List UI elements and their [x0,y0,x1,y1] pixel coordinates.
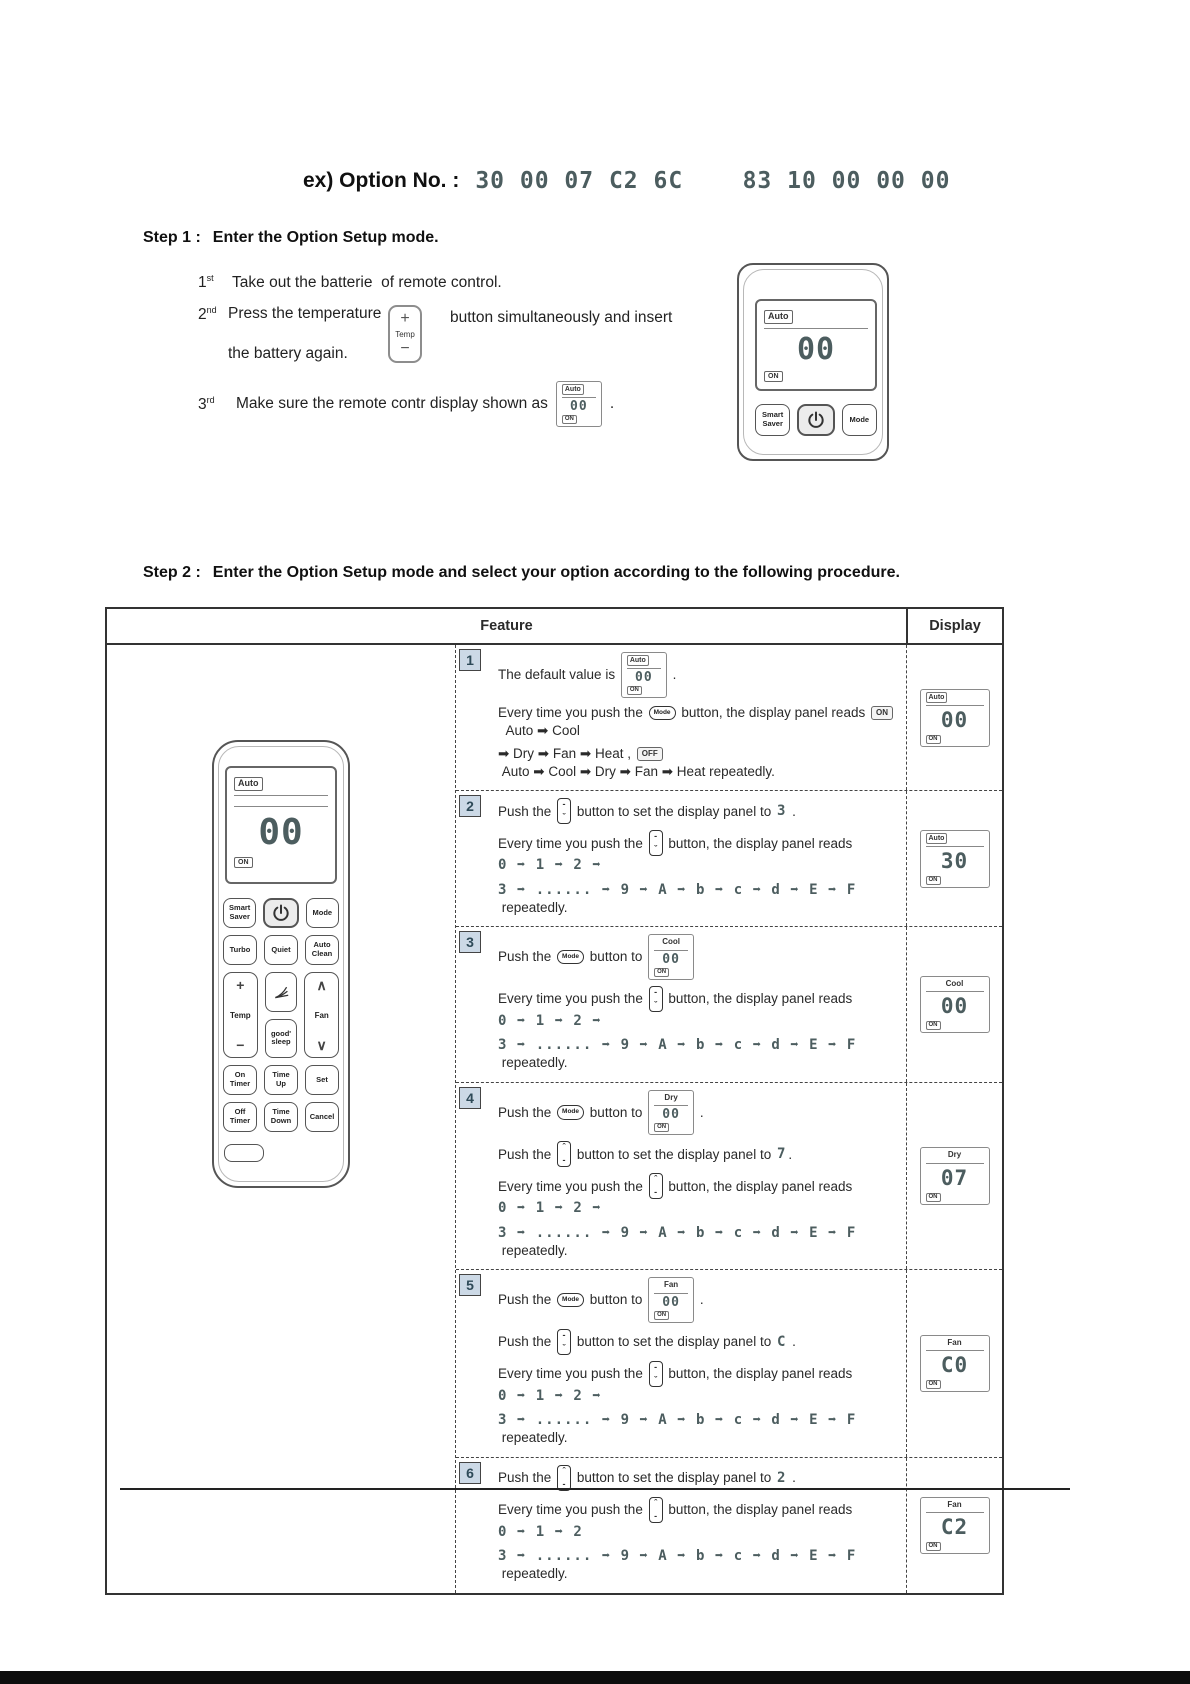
text: repeatedly. [498,1055,568,1071]
display-box [920,1335,990,1393]
seven-segment-text: 2 [776,1469,787,1486]
text: Every time you push the [498,1366,647,1382]
text: Every time you push the [498,991,647,1007]
remote-buttons [223,898,339,1132]
minus-icon: − [400,340,410,357]
feature-line [498,1411,900,1447]
text: Every time you push the [498,835,647,851]
row-number: 6 [459,1462,481,1484]
ordinal-3rd: 3rd [198,394,215,413]
power-button [263,898,298,928]
feature-line [498,1465,900,1491]
feature-cell [456,927,906,1082]
remote-button-row [223,935,339,965]
seven-segment-text: 3 ➡ ...... ➡ 9 ➡ A ➡ b ➡ c ➡ d ➡ E ➡ F [498,1548,857,1565]
caret-down-icon: ˇ [654,1374,658,1385]
feature-line [498,1277,900,1323]
on-indicator: ON [926,876,941,885]
caret-up-icon: ∧ [316,977,327,993]
step2-label: Step 2 : [143,564,201,581]
remote-button-row [223,898,339,928]
display-value: 00 [662,951,680,967]
plus-icon: + [400,310,410,327]
fan-button [304,972,339,1058]
off-badge: OFF [637,747,663,761]
text: Every time you push the [498,705,647,721]
caret-dash-icon: - [562,799,566,810]
button-quiet: Quiet [264,935,298,965]
remote-column [107,645,456,1593]
display-divider [627,668,661,669]
display-divider [926,1350,984,1351]
display-box [648,1090,694,1136]
text: . [668,667,677,683]
display-divider [654,1105,688,1106]
mode-indicator: Fan [663,1280,679,1290]
caret-up-icon: ˆ [654,1497,658,1508]
mode-indicator: Auto [926,692,948,703]
feature-line [498,1497,900,1541]
mode-indicator: Auto [562,384,584,395]
table-row [456,1083,1002,1271]
text: . [696,1292,704,1308]
row-number: 1 [459,649,481,671]
step1-item-2 [198,305,672,363]
display-cell [906,1083,1002,1270]
row-number: 5 [459,1274,481,1296]
button-set: Set [305,1065,339,1095]
table-row [456,791,1002,927]
remote-timer-row [223,1065,339,1095]
text: Auto ➡ Cool [498,722,580,738]
text: Every time you push the [498,1178,647,1194]
text: Push the [498,949,556,965]
button-smart-saver: Smart Saver [755,404,790,436]
text: button, the display panel reads [677,705,869,721]
button-auto-clean: Auto Clean [305,935,339,965]
display-divider [764,328,868,329]
caret-dash-icon: - [562,1329,566,1340]
footer-rule [120,1488,1070,1490]
text: Push the [498,1146,556,1162]
mode-indicator: Auto [234,777,263,791]
step1-heading [143,229,439,247]
display-cell [906,927,1002,1082]
feature-line [498,1036,900,1072]
display-cell [906,1270,1002,1457]
step1-item-3-text: Make sure the remote contr display shown as [236,395,548,413]
mode-indicator: Fan [947,1499,962,1509]
air-swing-button [265,972,298,1012]
caret-dash-icon: - [562,1155,566,1166]
feature-line [498,745,900,780]
text: button, the display panel reads [664,1502,856,1518]
temp-down-button-icon [649,986,663,1012]
display-value: 00 [662,1294,680,1310]
mode-button-icon: Mode [557,1105,584,1120]
display-cell [906,1458,1002,1593]
feature-line [498,1224,900,1260]
text: button to [586,1292,647,1308]
text: . [788,1334,796,1350]
step1-item-2-text: Press the temperature the battery again. [228,305,382,362]
text: button to set the display panel to [573,1146,775,1162]
on-indicator: ON [926,1542,941,1551]
display-value: 00 [796,332,836,367]
caret-down-icon: ˇ [562,1342,566,1353]
temp-button-illustration: + Temp − [388,305,422,363]
row-number: 2 [459,795,481,817]
button-turbo: Turbo [223,935,257,965]
display-value: 00 [940,994,969,1019]
text: repeatedly. [498,1242,568,1258]
feature-line [498,798,900,824]
minus-icon: − [236,1037,245,1053]
text: button to set the display panel to [573,1334,775,1350]
feature-line [498,1361,900,1405]
option-no-value: 30 00 07 C2 6C 83 10 00 00 00 [475,168,951,194]
mode-indicator: Dry [947,1150,962,1160]
seven-segment-text: 0 ➡ 1 ➡ 2 ➡ [498,1387,602,1404]
display-cell [906,645,1002,790]
on-indicator: ON [764,371,783,382]
display-divider [654,1293,688,1294]
display-box [920,1497,990,1555]
step2-heading [143,564,900,582]
on-indicator: ON [926,735,941,744]
seven-segment-text: 0 ➡ 1 ➡ 2 ➡ [498,857,602,874]
step1-item-2-text-after: button simultaneously and insert [450,309,673,326]
feature-line [498,1173,900,1217]
seven-segment-text: 3 ➡ ...... ➡ 9 ➡ A ➡ b ➡ c ➡ d ➡ E ➡ F [498,881,857,898]
text: Push the [498,1470,556,1486]
display-divider [234,806,328,807]
display-box [556,381,602,427]
caret-up-icon: ˆ [562,1142,566,1153]
caret-down-icon: ˇ [654,999,658,1010]
feature-line [498,1547,900,1583]
caret-dash-icon: - [654,986,658,997]
caret-up-icon: ˆ [654,1174,658,1185]
text: button, the display panel reads [664,991,856,1007]
text: button, the display panel reads [664,835,856,851]
seven-segment-text: 3 [776,803,787,820]
caret-up-icon: ˆ [562,1465,566,1476]
mode-indicator: Auto [764,310,793,324]
display-value: C0 [940,1353,969,1378]
display-box [920,1147,990,1205]
mid-buttons [265,972,298,1058]
feature-line [498,1141,900,1167]
text: button, the display panel reads [664,1366,856,1382]
display-divider [926,1163,984,1164]
feature-cell [456,791,906,926]
text: . [788,1470,796,1486]
feature-line [498,652,900,698]
text: Push the [498,1292,556,1308]
step1-item-3: 3rd Make sure the remote contr display shown as Auto 00 ON . [198,381,614,427]
ordinal-2nd: 2nd [198,305,217,324]
feature-line [498,986,900,1030]
seven-segment-text: 3 ➡ ...... ➡ 9 ➡ A ➡ b ➡ c ➡ d ➡ E ➡ F [498,1224,857,1241]
button-cancel: Cancel [305,1102,339,1132]
feature-line [498,881,900,917]
on-indicator: ON [654,1311,669,1320]
temp-down-button-icon [557,1329,571,1355]
mode-button-icon: Mode [649,706,676,721]
display-box [621,652,667,698]
mode-indicator: Cool [945,978,964,988]
caret-dash-icon: - [654,1187,658,1198]
table-row [456,645,1002,791]
mode-button-icon: Mode [557,1293,584,1308]
ordinal-1st: 1st [198,273,214,292]
display-box [920,689,990,747]
temp-down-button-icon [649,1361,663,1387]
mode-indicator: Auto [627,655,649,666]
text: repeatedly. [498,1566,568,1582]
row-number: 4 [459,1087,481,1109]
feature-cell [456,1270,906,1457]
button-off-timer: Off Timer [223,1102,257,1132]
display-box [648,934,694,980]
caret-down-icon: ˇ [654,844,658,855]
seven-segment-text: 3 ➡ ...... ➡ 9 ➡ A ➡ b ➡ c ➡ d ➡ E ➡ F [498,1037,857,1054]
step1-item-1 [198,273,502,292]
temp-down-button-icon [649,830,663,856]
on-indicator: ON [234,857,253,868]
text: Push the [498,803,556,819]
display-value: C2 [940,1514,969,1539]
feature-header: Feature [480,618,533,634]
caret-dash-icon: - [562,1478,566,1489]
step1-item-1-text: Take out the batterie of remote control. [232,274,502,292]
temp-up-button-icon [649,1173,663,1199]
feature-line [498,704,900,739]
step1-label: Step 1 : [143,229,201,246]
display-divider [562,397,596,398]
fan-label: Fan [314,1010,329,1020]
temp-down-button-icon [557,798,571,824]
caret-dash-icon: - [654,1510,658,1521]
step2-title: Enter the Option Setup mode and select your option according to the following procedure. [212,564,900,581]
button-on-timer: On Timer [223,1065,257,1095]
option-no-label: ex) Option No. : [303,169,460,192]
display-divider [926,705,984,706]
remote-control-illustration-full [212,740,350,1188]
step1-title: Enter the Option Setup mode. [212,229,439,246]
feature-cell [456,1083,906,1270]
text: The default value is [498,667,619,683]
temp-up-button-icon [557,1141,571,1167]
power-button [797,404,834,436]
display-value: 00 [635,670,653,686]
table-header [107,609,1002,645]
remote-mid-row [223,972,339,1058]
temp-up-button-icon [649,1497,663,1523]
row-number: 3 [459,931,481,953]
on-indicator: ON [926,1193,941,1202]
remote-display-thumbnail [556,381,602,427]
caret-dash-icon: - [654,1361,658,1372]
display-divider [926,1512,984,1513]
mode-button-icon: Mode [557,950,584,965]
plus-icon: + [236,977,245,993]
button-good-sleep: good' sleep [265,1019,298,1059]
display-value: 00 [940,707,969,732]
remote-control-illustration-top [737,263,889,461]
temp-up-button-icon [557,1465,571,1491]
text: . [788,803,796,819]
display-value: 00 [570,399,588,415]
seven-segment-text: 0 ➡ 1 ➡ 2 ➡ [498,1200,602,1217]
display-value: 07 [940,1165,969,1190]
mode-indicator: Cool [662,937,680,947]
feature-cell [456,1458,906,1593]
remote-timer-row [223,1102,339,1132]
button-mode: Mode [306,898,339,928]
display-box [920,976,990,1034]
on-indicator: ON [654,968,669,977]
button-time-down: Time Down [264,1102,298,1132]
seven-segment-text: 3 ➡ ...... ➡ 9 ➡ A ➡ b ➡ c ➡ d ➡ E ➡ F [498,1412,857,1429]
caret-down-icon: ∨ [316,1037,327,1053]
display-box [920,830,990,888]
text: button, the display panel reads [664,1178,856,1194]
page-bottom-bar [0,1671,1190,1684]
text: button to set the display panel to [573,803,775,819]
seven-segment-text: C [776,1333,787,1350]
on-indicator: ON [926,1021,941,1030]
option-setup-table [105,607,1004,1595]
on-indicator: ON [627,686,642,695]
feature-line [498,830,900,874]
display-divider [926,846,984,847]
seven-segment-text: 0 ➡ 1 ➡ 2 ➡ [498,1012,602,1029]
temp-label: Temp [229,1010,251,1020]
text: repeatedly. [498,1430,568,1446]
option-no-title [303,168,950,194]
text: button to set the display panel to [573,1470,775,1486]
text: Auto ➡ Cool ➡ Dry ➡ Fan ➡ Heat repeatedly. [498,763,775,779]
mode-indicator: Fan [947,1337,962,1347]
feature-line [498,1090,900,1136]
text: repeatedly. [498,899,568,915]
seven-segment-text: 7 [776,1146,787,1163]
button-smart-saver: Smart Saver [223,898,256,928]
caret-down-icon: ˇ [562,812,566,823]
text: Every time you push the [498,1502,647,1518]
feature-line [498,934,900,980]
on-badge: ON [871,706,893,720]
display-divider [234,795,328,796]
mode-indicator: Auto [926,833,948,844]
display-box [648,1277,694,1323]
button-time-up: Time Up [264,1065,298,1095]
table-row [456,927,1002,1083]
seven-segment-text: 0 ➡ 1 ➡ 2 [498,1523,583,1540]
remote-top-buttons [755,404,877,436]
display-value: 00 [258,812,304,853]
button-mode: Mode [842,404,877,436]
feature-line [498,1329,900,1355]
remote-display-panel [225,766,337,884]
text: . [788,1146,793,1162]
display-value: 30 [940,848,969,873]
text: button to [586,949,647,965]
temp-button [223,972,258,1058]
display-divider [654,950,688,951]
feature-cell [456,645,906,790]
on-indicator: ON [654,1123,669,1132]
text: button to [586,1104,647,1120]
text: Push the [498,1104,556,1120]
text: ➡ Dry ➡ Fan ➡ Heat , [498,746,635,762]
display-cell [906,791,1002,926]
display-header: Display [906,609,1002,643]
text: Push the [498,1334,556,1350]
on-indicator: ON [926,1380,941,1389]
blank-button [224,1144,264,1162]
remote-display-panel [755,299,877,391]
feature-rows [456,645,1002,1593]
table-row [456,1270,1002,1458]
display-divider [926,991,984,992]
display-value: 00 [662,1107,680,1123]
mode-indicator: Dry [664,1092,678,1102]
text: . [696,1104,704,1120]
on-indicator: ON [562,415,577,424]
table-row [456,1458,1002,1593]
caret-dash-icon: - [654,831,658,842]
